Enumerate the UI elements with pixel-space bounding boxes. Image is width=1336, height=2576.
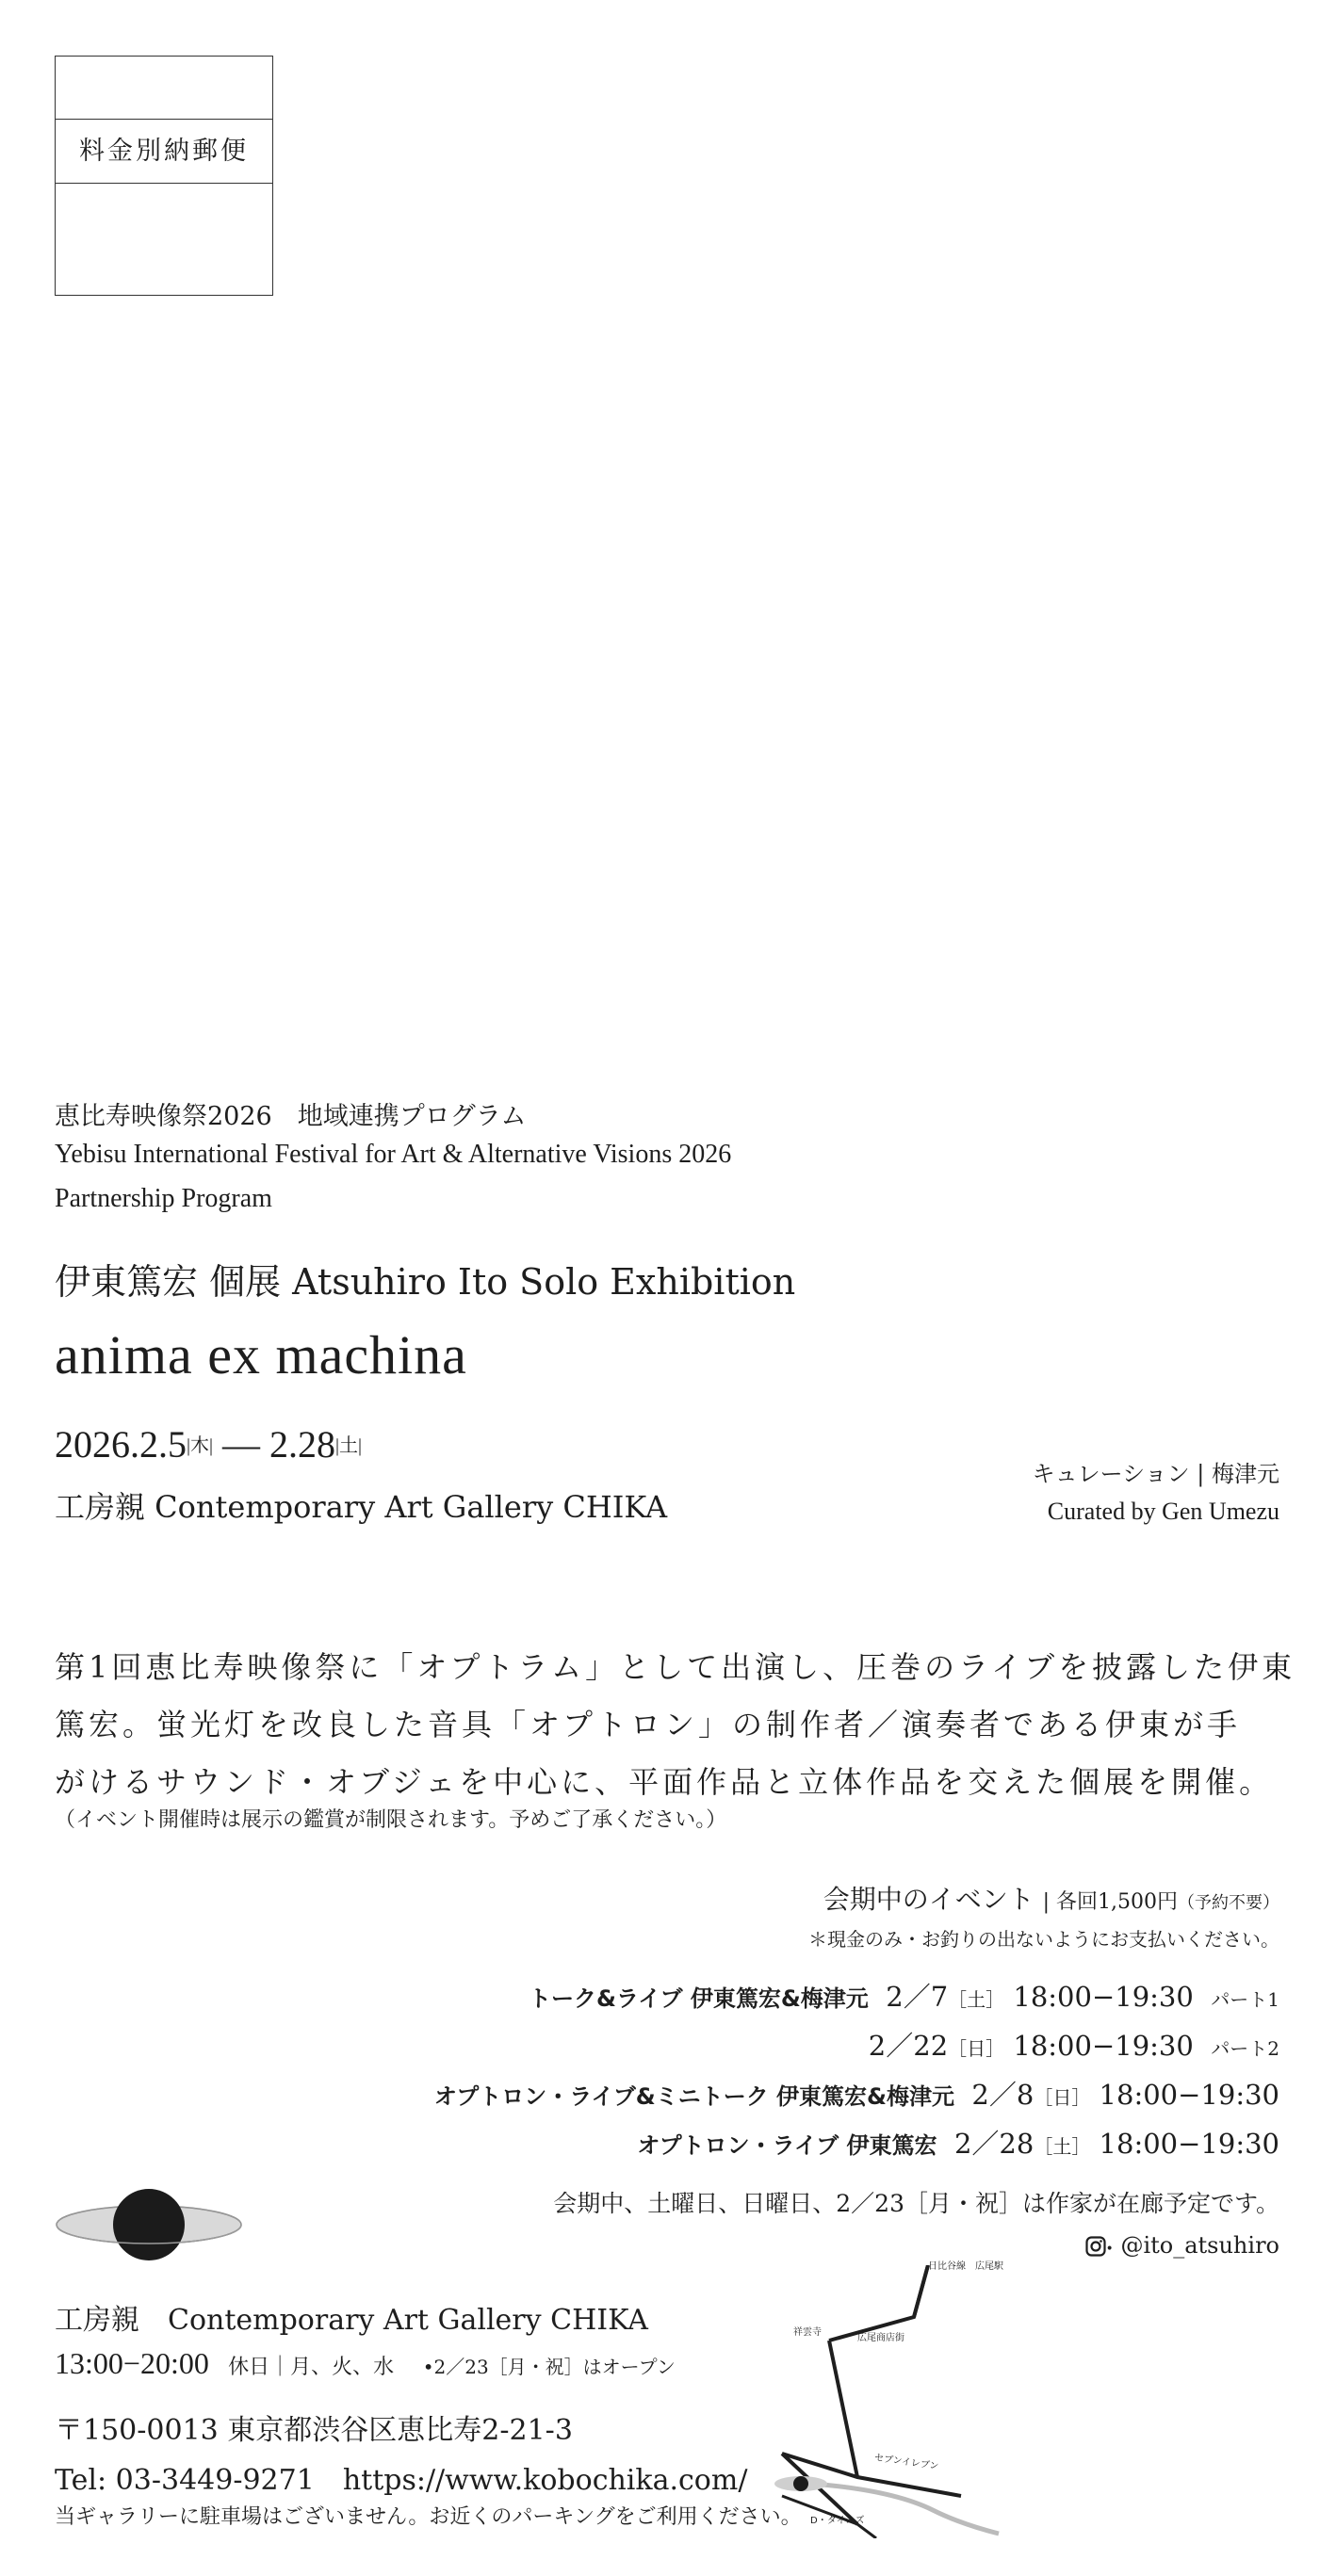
exhibition-venue: 工房親 Contemporary Art Gallery CHIKA bbox=[55, 1489, 668, 1525]
date-end: 2.28 bbox=[269, 1423, 336, 1466]
exhibition-title: 伊東篤宏 個展 Atsuhiro Ito Solo Exhibition bbox=[55, 1261, 796, 1303]
map-label-times: D・タイムズ bbox=[810, 2516, 865, 2526]
map-roads bbox=[773, 2265, 1036, 2538]
gallery-address: 〒150-0013 東京都渋谷区恵比寿2-21-3 bbox=[55, 2414, 573, 2447]
map-label-shopping: 広尾商店街 bbox=[857, 2333, 904, 2343]
date-dash: — bbox=[213, 1423, 270, 1466]
map-label-seven-eleven: セブンイレブン bbox=[873, 2453, 939, 2472]
instagram-icon bbox=[1085, 2236, 1106, 2257]
gallery-name: 工房親 Contemporary Art Gallery CHIKA bbox=[55, 2304, 648, 2337]
event-item: トーク&ライブ 伊東篤宏&梅津元 2／7［土］ 18:00−19:30 パート1 bbox=[529, 1981, 1279, 2013]
day-end: |土| bbox=[335, 1435, 363, 1456]
festival-title-en: Yebisu International Festival for Art & Alternative Visions 2026 bbox=[55, 1140, 732, 1169]
map-label-station: 日比谷線 広尾駅 bbox=[928, 2261, 1003, 2272]
gallery-contact[interactable]: Tel: 03-3449-9271 https://www.kobochika.com/ bbox=[55, 2464, 748, 2497]
description-line-3: がけるサウンド・オブジェを中心に、平面作品と立体作品を交えた個展を開催。 bbox=[55, 1764, 1274, 1800]
festival-subtitle-en: Partnership Program bbox=[55, 1184, 272, 1213]
exhibition-main-title: anima ex machina bbox=[55, 1324, 467, 1385]
gallery-closed-days: 休日｜月、火、水 bbox=[228, 2356, 395, 2379]
curation-en: Curated by Gen Umezu bbox=[1047, 1498, 1279, 1525]
curation-ja: キュレーション | 梅津元 bbox=[1032, 1461, 1279, 1487]
access-map bbox=[773, 2261, 1036, 2538]
event-item: オプトロン・ライブ 伊東篤宏 2／28［土］ 18:00−19:30 bbox=[637, 2128, 1279, 2160]
map-label-temple: 祥雲寺 bbox=[793, 2327, 822, 2338]
instagram-handle[interactable]: • @ito_atsuhiro bbox=[1085, 2232, 1279, 2259]
events-heading: 会期中のイベント | 各回1,500円（予約不要） bbox=[823, 1884, 1279, 1915]
postage-label: 料金別納郵便 bbox=[79, 137, 249, 166]
artist-presence-note: 会期中、土曜日、日曜日、2／23［月・祝］は作家が在廊予定です。 bbox=[553, 2190, 1279, 2217]
events-cash-note: ＊現金のみ・お釣りの出ないようにお支払いください。 bbox=[808, 1928, 1279, 1951]
gallery-parking-note: 当ギャラリーに駐車場はございません。お近くのパーキングをご利用ください。 bbox=[55, 2505, 802, 2529]
events-price-note: （予約不要） bbox=[1178, 1893, 1279, 1913]
day-start: |木| bbox=[187, 1435, 214, 1456]
events-price: | 各回1,500円 bbox=[1042, 1890, 1178, 1914]
gallery-logo-icon bbox=[55, 2187, 243, 2262]
gallery-hours: 13:00−20:00 休日｜月、火、水 •2／23［月・祝］はオープン bbox=[55, 2346, 676, 2380]
festival-title-ja: 恵比寿映像祭2026 地域連携プログラム bbox=[55, 1102, 527, 1131]
exhibition-dates bbox=[55, 1422, 362, 1466]
date-start: 2026.2.5 bbox=[55, 1423, 187, 1466]
postage-indicia-box bbox=[55, 56, 273, 296]
description-line-2: 篤宏。蛍光灯を改良した音具「オプトロン」の制作者／演奏者である伊東が手 bbox=[55, 1707, 1242, 1742]
description-note: （イベント開催時は展示の鑑賞が制限されます。予めご了承ください。） bbox=[55, 1808, 727, 1832]
gallery-open-note: •2／23［月・祝］はオープン bbox=[422, 2356, 676, 2378]
event-item: オプトロン・ライブ&ミニトーク 伊東篤宏&梅津元 2／8［日］ 18:00−19:30 bbox=[433, 2079, 1279, 2111]
event-item: 2／22［日］ 18:00−19:30 パート2 bbox=[868, 2030, 1279, 2062]
description-line-1: 第1回恵比寿映像祭に「オプトラム」として出演し、圧巻のライブを披露した伊東 bbox=[55, 1649, 1296, 1685]
